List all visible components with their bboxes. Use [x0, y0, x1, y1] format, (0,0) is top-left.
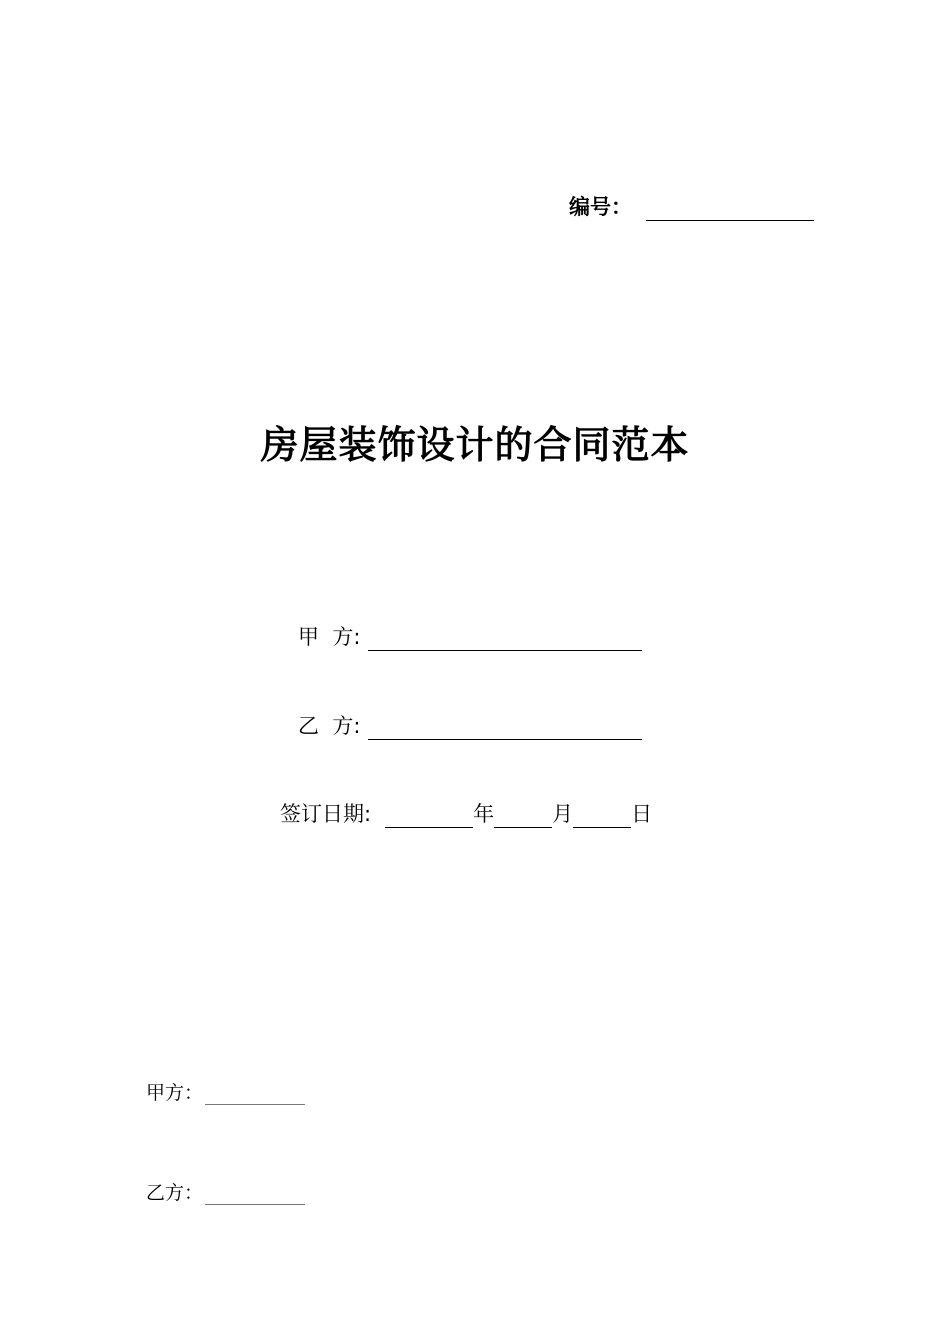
contract-number-row	[569, 191, 814, 221]
document-title: 房屋装饰设计的合同范本	[260, 423, 690, 467]
party-a-row	[298, 621, 642, 651]
year-label: 年	[473, 802, 495, 826]
party-b-label: 乙 方:	[298, 714, 361, 738]
party-b-row	[298, 710, 642, 740]
party-a-blank[interactable]	[368, 628, 642, 651]
party-b-blank[interactable]	[368, 717, 642, 740]
signature-party-a-label: 甲方：	[146, 1082, 204, 1104]
signature-party-a-row	[146, 1078, 305, 1105]
signature-party-b-label: 乙方：	[146, 1182, 204, 1204]
sign-month-blank[interactable]	[494, 805, 552, 828]
signature-party-a-blank[interactable]	[205, 1084, 305, 1105]
sign-day-blank[interactable]	[573, 805, 631, 828]
sign-date-row	[280, 798, 652, 828]
month-label: 月	[552, 802, 574, 826]
contract-number-blank[interactable]	[646, 198, 814, 221]
day-label: 日	[631, 802, 653, 826]
sign-year-blank[interactable]	[385, 805, 473, 828]
signature-party-b-row	[146, 1178, 305, 1205]
sign-date-label: 签订日期:	[280, 802, 372, 826]
signature-party-b-blank[interactable]	[205, 1184, 305, 1205]
party-a-label: 甲 方:	[298, 625, 361, 649]
contract-number-label: 编号：	[569, 195, 632, 219]
